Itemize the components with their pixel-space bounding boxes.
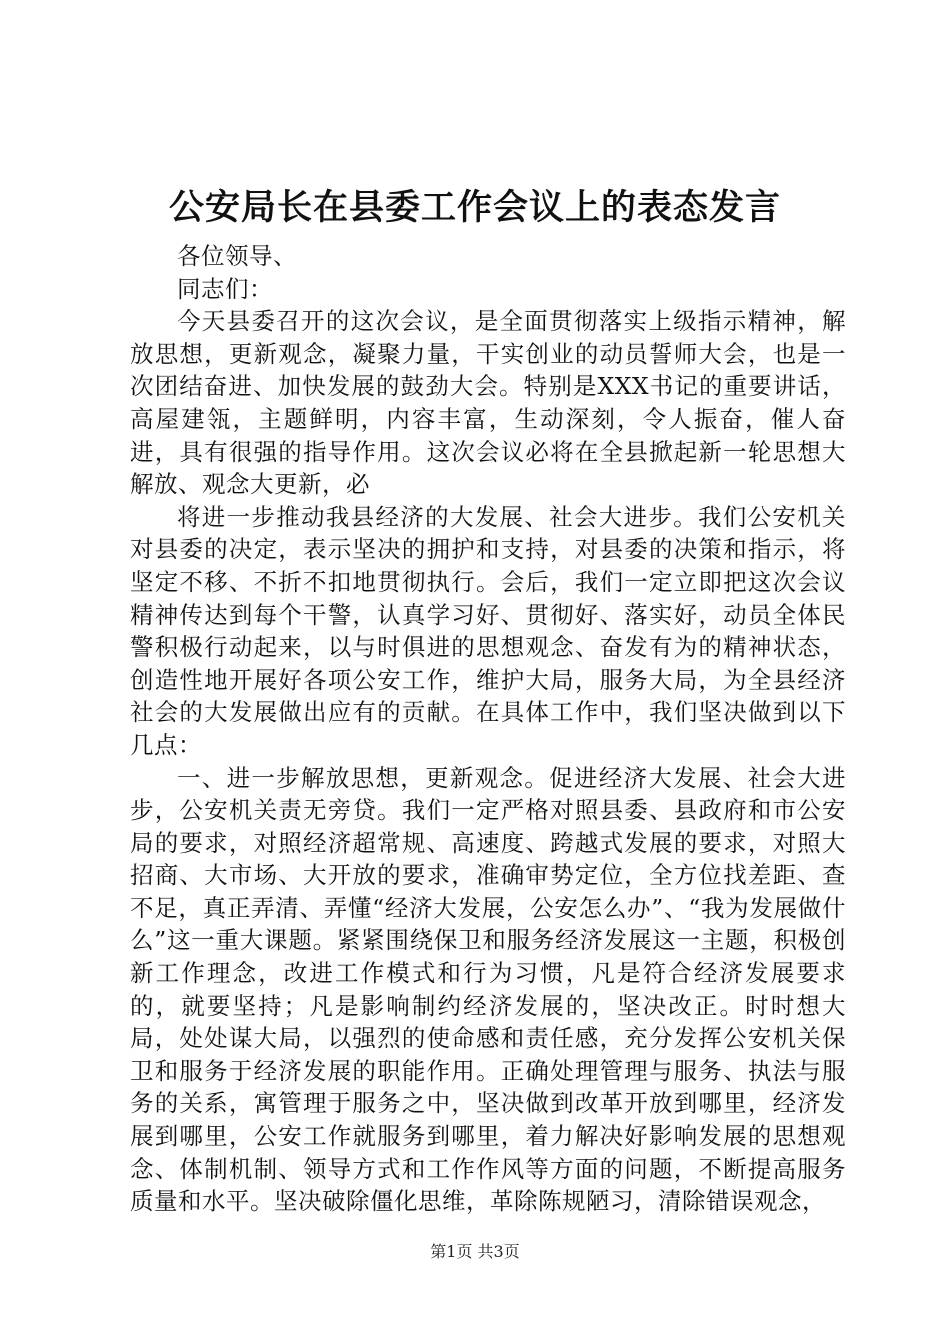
- body-paragraph: 今天县委召开的这次会议，是全面贯彻落实上级指示精神，解放思想，更新观念，凝聚力量，干实创业的动员誓师大会，也是一次团结奋进、加快发展的鼓劲大会。特别是XXX书记的重要讲话，高屋建瓴，主题鲜明，内容丰富，生动深刻，令人振奋，催人奋进，具有很强的指导作用。这次会议必将在全县掀起新一轮思想大解放、观念大更新，必: [130, 307, 846, 499]
- salutation-line-2: 同志们：: [177, 274, 273, 303]
- page-number-footer: 第1页 共3页: [430, 1242, 520, 1261]
- salutation-line-1: 各位领导、: [177, 242, 297, 270]
- body-paragraph: 将进一步推动我县经济的大发展、社会大进步。我们公安机关对县委的决定，表示坚决的拥护和支持，对县委的决策和指示，将坚定不移、不折不扣地贯彻执行。会后，我们一定立即把这次会议精神传达到每个干警，认真学习好、贯彻好、落实好，动员全体民警积极行动起来，以与时俱进的思想观念、奋发有为的精神状态，创造性地开展好各项公安工作，维护大局，服务大局，为全县经济社会的大发展做出应有的贡献。在具体工作中，我们坚决做到以下几点：: [130, 502, 846, 759]
- document-title: 公安局长在县委工作会议上的表态发言: [168, 187, 781, 228]
- document-body: [130, 240, 846, 1218]
- body-paragraph: 一、进一步解放思想，更新观念。促进经济大发展、社会大进步，公安机关责无旁贷。我们一定严格对照县委、县政府和市公安局的要求，对照经济超常规、高速度、跨越式发展的要求，对照大招商、大市场、大开放的要求，准确审势定位，全方位找差距、查不足，真正弄清、弄懂“经济大发展，公安怎么办”、“我为发展做什么”这一重大课题。紧紧围绕保卫和服务经济发展这一主题，积极创新工作理念，改进工作模式和行为习惯，凡是符合经济发展要求的，就要坚持；凡是影响制约经济发展的，坚决改正。时时想大局，处处谋大局，以强烈的使命感和责任感，充分发挥公安机关保卫和服务于经济发展的职能作用。正确处理管理与服务、执法与服务的关系，寓管理于服务之中，坚决做到改革开放到哪里，经济发展到哪里，公安工作就服务到哪里，着力解决好影响发展的思想观念、体制机制、领导方式和工作作风等方面的问题，不断提高服务质量和水平。坚决破除僵化思维，革除陈规陋习，清除错误观念，: [130, 763, 846, 1216]
